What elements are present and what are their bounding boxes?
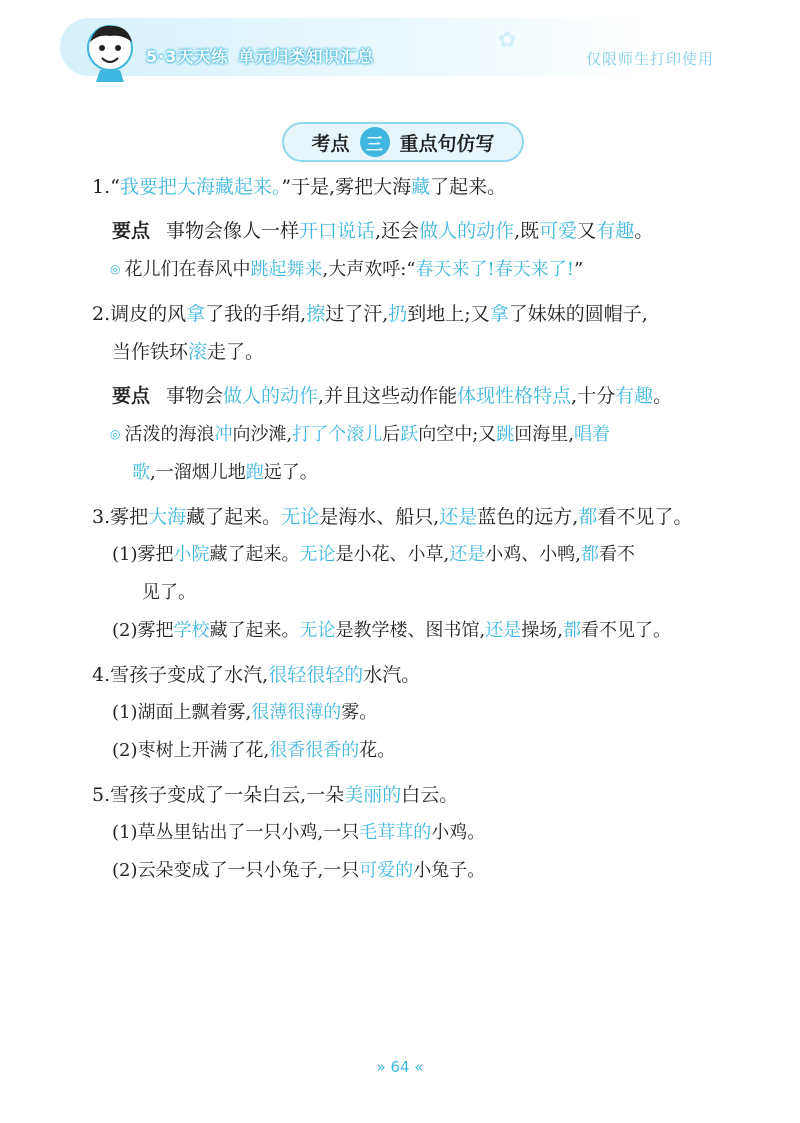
item-2-sentence bbox=[92, 295, 724, 333]
text: 藏了起来。 bbox=[209, 544, 300, 565]
highlight: 冲 bbox=[214, 424, 233, 445]
highlight: 滚 bbox=[188, 341, 208, 363]
highlight: 毛茸茸的 bbox=[359, 822, 432, 843]
text: 是海水、船只, bbox=[319, 506, 440, 528]
highlight: 做人的动作 bbox=[223, 385, 319, 407]
text: 小兔子。 bbox=[413, 860, 486, 881]
text: 蓝色的远方, bbox=[477, 506, 579, 528]
text: 调皮的风 bbox=[110, 303, 187, 325]
note-label: 要点 bbox=[112, 385, 151, 407]
sub-number: (2) bbox=[112, 620, 138, 641]
text: 雪孩子变成了一朵白云,一朵 bbox=[110, 784, 345, 806]
highlight: 跃 bbox=[400, 424, 419, 445]
highlight: 都 bbox=[580, 544, 599, 565]
item-number: 2. bbox=[92, 303, 111, 325]
item-4-sub-2 bbox=[112, 732, 724, 770]
highlight: 有趣 bbox=[615, 385, 654, 407]
item-number: 1. bbox=[92, 176, 111, 198]
text: 看不见了。 bbox=[597, 506, 693, 528]
highlight: 都 bbox=[578, 506, 598, 528]
text: 雪孩子变成了水汽, bbox=[110, 664, 269, 686]
text: 过了汗, bbox=[325, 303, 389, 325]
sub-number: (1) bbox=[112, 822, 138, 843]
text: 后 bbox=[382, 424, 401, 445]
item-2-example-cont bbox=[132, 454, 724, 492]
text: 向沙滩, bbox=[232, 424, 293, 445]
item-2-example bbox=[110, 415, 724, 454]
page-number-value: 64 bbox=[390, 1058, 410, 1076]
text: 了妹妹的圆帽子, bbox=[508, 303, 648, 325]
text: 水汽。 bbox=[363, 664, 421, 686]
text: ,还会 bbox=[375, 220, 420, 242]
text: ,一溜烟儿地 bbox=[150, 462, 246, 483]
highlight: 无论 bbox=[299, 544, 336, 565]
series-subtitle: 单元归类知识汇总 bbox=[238, 47, 375, 66]
text: ,大声欢呼:“ bbox=[322, 259, 416, 280]
highlight: 藏 bbox=[411, 176, 431, 198]
text: 是小花、小草, bbox=[335, 544, 450, 565]
series-name: 5·3天天练 bbox=[146, 47, 229, 66]
highlight: 有趣 bbox=[596, 220, 635, 242]
highlight: 很薄很薄的 bbox=[251, 702, 342, 723]
item-2-sentence-cont bbox=[112, 333, 724, 371]
text: 事物会像人一样 bbox=[166, 220, 300, 242]
highlight: 可爱 bbox=[539, 220, 578, 242]
highlight: 打了个滚儿 bbox=[292, 424, 383, 445]
text: 草丛里钻出了一只小鸡,一只 bbox=[137, 822, 360, 843]
item-2-note bbox=[112, 377, 724, 415]
text: 回海里, bbox=[514, 424, 575, 445]
highlight: 很轻很轻的 bbox=[268, 664, 364, 686]
item-number: 5. bbox=[92, 784, 111, 806]
text: 雾把 bbox=[110, 506, 149, 528]
highlight: 做人的动作 bbox=[419, 220, 515, 242]
item-3-sub-1-cont: 见了。 bbox=[142, 582, 196, 603]
text: 操场, bbox=[521, 620, 563, 641]
text: 是教学楼、图书馆, bbox=[335, 620, 486, 641]
highlight: 唱着 bbox=[574, 424, 611, 445]
highlight: 可爱的 bbox=[359, 860, 414, 881]
bullet-icon: ◎ bbox=[110, 262, 121, 276]
mascot-icon bbox=[82, 20, 138, 82]
text: “ bbox=[110, 176, 120, 198]
highlight: 跑 bbox=[245, 462, 264, 483]
text: 当作铁环 bbox=[112, 341, 189, 363]
text: ,并且这些动作能 bbox=[318, 385, 458, 407]
highlight: 还是 bbox=[485, 620, 522, 641]
arrow-right-icon: » bbox=[376, 1058, 386, 1076]
page-number bbox=[0, 1058, 800, 1076]
section-prefix: 考点 bbox=[311, 132, 350, 155]
text: 雾把 bbox=[137, 544, 174, 565]
text: 云朵变成了一只小兔子,一只 bbox=[137, 860, 360, 881]
highlight: 擦 bbox=[306, 303, 326, 325]
highlight: 跳起舞来 bbox=[250, 259, 323, 280]
text: 枣树上开满了花, bbox=[137, 740, 270, 761]
highlight: 跳 bbox=[496, 424, 515, 445]
content bbox=[92, 168, 724, 890]
text: 花。 bbox=[359, 740, 396, 761]
item-4-sentence bbox=[92, 656, 724, 694]
highlight: 还是 bbox=[439, 506, 478, 528]
item-number: 3. bbox=[92, 506, 111, 528]
section-heading bbox=[282, 122, 524, 162]
text: 了我的手绢, bbox=[205, 303, 307, 325]
highlight: 无论 bbox=[299, 620, 336, 641]
highlight: 拿 bbox=[186, 303, 206, 325]
series-title bbox=[146, 44, 374, 67]
text: 花儿们在春风中 bbox=[124, 259, 251, 280]
highlight: 很香很香的 bbox=[269, 740, 360, 761]
item-3-sub-1 bbox=[112, 536, 724, 574]
highlight: 都 bbox=[562, 620, 581, 641]
sub-number: (2) bbox=[112, 860, 138, 881]
highlight: 美丽的 bbox=[344, 784, 402, 806]
page-header bbox=[0, 0, 800, 90]
item-1-note bbox=[112, 212, 724, 250]
sub-number: (1) bbox=[112, 702, 138, 723]
text: 小鸡。 bbox=[431, 822, 486, 843]
text: ” bbox=[573, 259, 584, 280]
highlight: 无论 bbox=[281, 506, 320, 528]
flower-icon: ✿ bbox=[498, 28, 517, 53]
arrow-left-icon: « bbox=[414, 1058, 424, 1076]
item-5-sub-1 bbox=[112, 814, 724, 852]
text: 到地上;又 bbox=[407, 303, 490, 325]
text: ,既 bbox=[514, 220, 540, 242]
highlight: 拿 bbox=[489, 303, 509, 325]
highlight: 还是 bbox=[449, 544, 486, 565]
text: 湖面上飘着雾, bbox=[137, 702, 252, 723]
highlight: 小院 bbox=[173, 544, 210, 565]
item-1-sentence bbox=[92, 168, 724, 206]
text: 了起来。 bbox=[430, 176, 507, 198]
highlight: 歌 bbox=[132, 462, 150, 483]
highlight: 大海 bbox=[148, 506, 187, 528]
text: 藏了起来。 bbox=[209, 620, 300, 641]
print-note: 仅限师生打印使用 bbox=[585, 50, 714, 68]
highlight: 开口说话 bbox=[299, 220, 376, 242]
sub-number: (1) bbox=[112, 544, 138, 565]
highlight: 学校 bbox=[173, 620, 210, 641]
text: 藏了起来。 bbox=[186, 506, 282, 528]
item-3-sentence bbox=[92, 498, 724, 536]
text: 向空中;又 bbox=[418, 424, 497, 445]
highlight: 体现性格特点 bbox=[457, 385, 572, 407]
text: 看不 bbox=[598, 544, 635, 565]
text: 雾把 bbox=[137, 620, 174, 641]
text: 雾。 bbox=[341, 702, 378, 723]
text: 。 bbox=[653, 385, 673, 407]
sub-number: (2) bbox=[112, 740, 138, 761]
item-number: 4. bbox=[92, 664, 111, 686]
text: 白云。 bbox=[401, 784, 459, 806]
item-4-sub-1 bbox=[112, 694, 724, 732]
highlight: 扔 bbox=[388, 303, 408, 325]
text: ,十分 bbox=[571, 385, 616, 407]
section-number-badge: 三 bbox=[360, 127, 390, 157]
item-1-example bbox=[110, 250, 724, 289]
text: 事物会 bbox=[166, 385, 224, 407]
text: 活泼的海浪 bbox=[124, 424, 215, 445]
bullet-icon: ◎ bbox=[110, 427, 121, 441]
text: 小鸡、小鸭, bbox=[485, 544, 581, 565]
note-label: 要点 bbox=[112, 220, 151, 242]
text: ”于是,雾把大海 bbox=[281, 176, 412, 198]
text: 远了。 bbox=[263, 462, 318, 483]
text: 走了。 bbox=[207, 341, 265, 363]
text: 。 bbox=[634, 220, 654, 242]
item-5-sub-2 bbox=[112, 852, 724, 890]
item-5-sentence bbox=[92, 776, 724, 814]
text: 又 bbox=[577, 220, 597, 242]
highlight: 春天来了!春天来了! bbox=[415, 259, 574, 280]
text: 看不见了。 bbox=[580, 620, 671, 641]
highlight: 我要把大海藏起来。 bbox=[119, 176, 282, 198]
item-3-sub-2 bbox=[112, 612, 724, 650]
section-title: 重点句仿写 bbox=[399, 132, 495, 155]
